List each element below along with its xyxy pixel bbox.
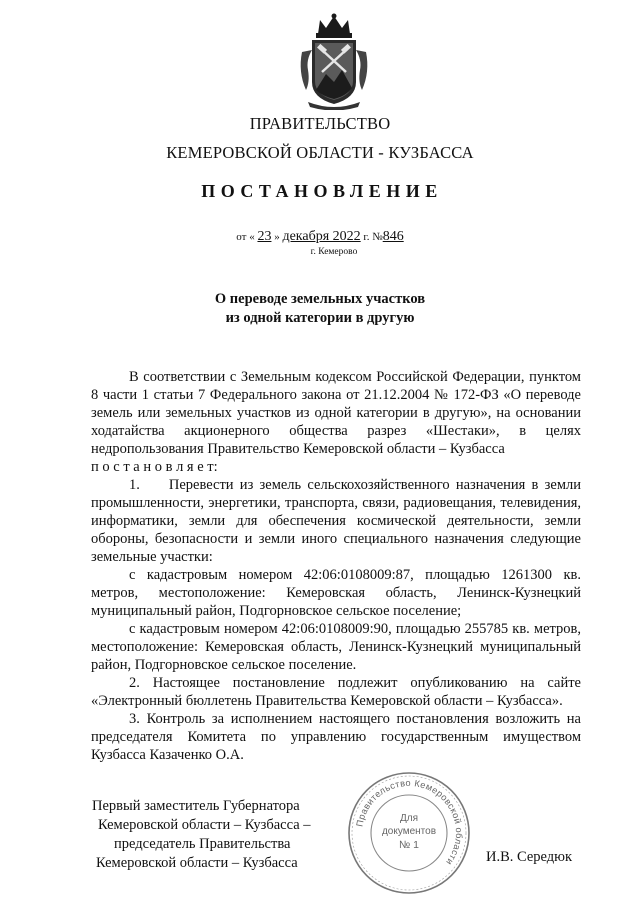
signatory-name: И.В. Середюк [486,849,573,865]
coat-of-arms-emblem [296,12,372,110]
date-year-suffix: г. [363,231,370,243]
number-label: № [372,231,383,243]
item-2-paragraph: 2. Настоящее постановление подлежит опубликованию на сайте «Электронный бюллетень Правительства Кемеровской области – Кузбасса». [91,675,581,709]
document-type-title: ПОСТАНОВЛЕНИЕ [201,181,443,201]
organization-name-line1: ПРАВИТЕЛЬСТВО [249,114,391,133]
intro-paragraph: В соответствии с Земельным кодексом Российской Федерации, пунктом 8 части 1 статьи 7 Федерального закона от 21.12.2004 № 172-ФЗ «О переводе земель или земельных участков из одной категории в другую», на основании ходатайства акционерного общества разрез «Шестаки», в целях недропользования Правительство Кемеровской области – Кузбасса [91,369,581,457]
date-line [0,229,640,245]
parcel-1-paragraph: с кадастровым номером 42:06:0108009:87, площадью 1261300 кв. метров, местоположение: Кемеровская область, Ленинск-Кузнецкий муниципальный район, Подгорновское сельское поселение; [91,567,581,619]
city-name: г. Кемерово [310,247,358,257]
seal-inner-line1: Для [399,813,419,824]
subject-line1: О переводе земельных участков [214,291,426,307]
resolves-line: п о с т а н о в л я е т: [91,459,218,475]
signatory-title-line1: Первый заместитель Губернатора [92,798,300,814]
item-3-paragraph: 3. Контроль за исполнением настоящего постановления возложить на председателя Комитета по управлению государственным имуществом Кузбасса Казаченко О.А. [91,711,581,763]
organization-name-line2: КЕМЕРОВСКОЙ ОБЛАСТИ - КУЗБАССА [166,143,474,162]
seal-inner-line3: № 1 [398,839,420,851]
date-prefix: от « [236,231,255,243]
document-number: 846 [382,229,404,244]
date-month-year: декабря 2022 [282,229,361,244]
official-seal-stamp [346,770,472,896]
signatory-title [92,797,311,873]
document-body [91,368,581,764]
seal-inner-line2: документов [381,826,437,837]
date-day: 23 [257,229,272,244]
seal-ring-text: Правительство Кемеровской области [354,777,465,868]
item-1-paragraph: 1. Перевести из земель сельскохозяйственного назначения в земли промышленности, энергетики, транспорта, связи, радиовещания, телевидения, информатики, земли для обеспечения космической деятельности, земли обороны, безопасности и земли иного специального назначения следующие земельные участки: [91,477,581,565]
signatory-title-line4: Кемеровской области – Кузбасса [96,855,298,871]
signatory-title-line3: председатель Правительства [114,836,291,852]
subject-line2: из одной категории в другую [225,310,415,326]
parcel-2-paragraph: с кадастровым номером 42:06:0108009:90, площадью 255785 кв. метров, местоположение: Кемеровская область, Ленинск-Кузнецкий муниципальный район, Подгорновское сельское поселение. [91,621,581,673]
date-mid: » [274,231,280,243]
signatory-title-line2: Кемеровской области – Кузбасса – [98,817,311,833]
